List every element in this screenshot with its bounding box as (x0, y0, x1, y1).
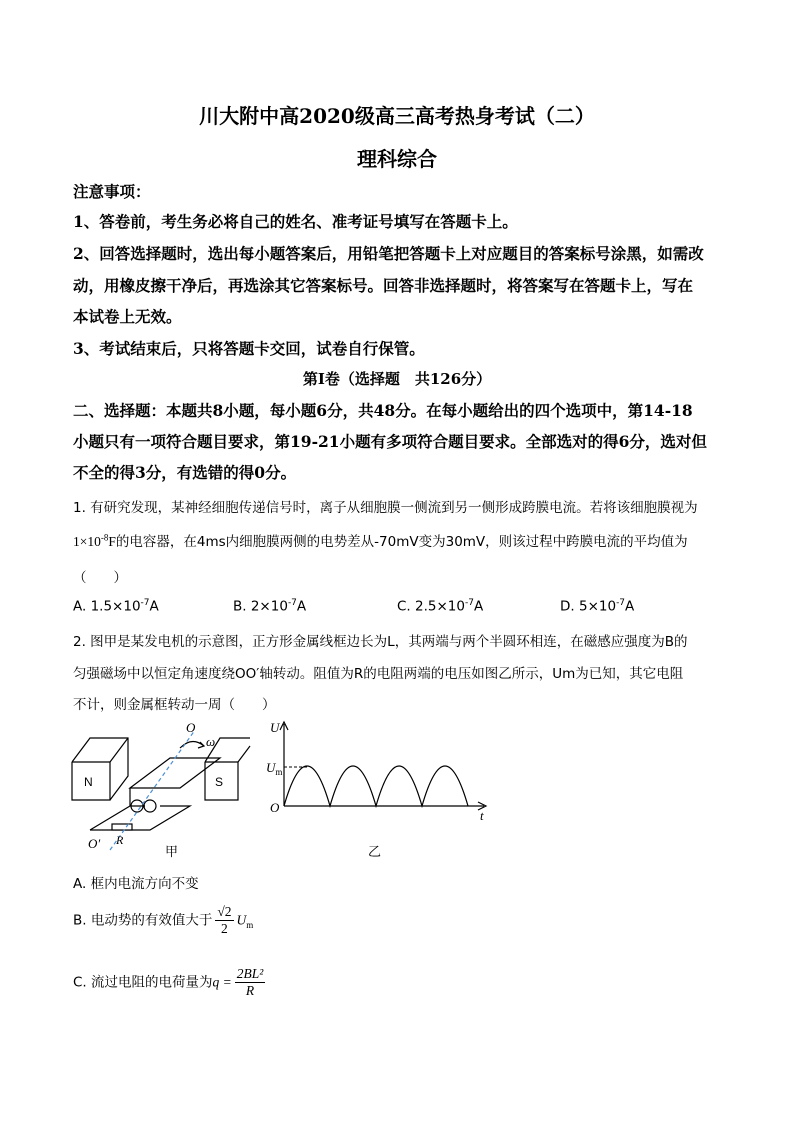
fig-yi-origin: O (270, 800, 280, 815)
fig-jia-label-n: N (84, 775, 93, 789)
rectified-sine-curve (284, 766, 468, 806)
exam-subtitle: 理科综合 (357, 147, 437, 171)
q2-stem-line-2: 匀强磁场中以恒定角速度绕OO′轴转动。阻值为R的电阻两端的电压如图乙所示，Um为已知，其它电阻 (73, 666, 684, 682)
q1-option-a: A. $1.5\times 10^{-7}A$ (73, 598, 159, 615)
exam-title: 川大附中高2020级高三高考热身考试（二） (199, 104, 595, 128)
fig-jia-label-o-bottom: O′ (88, 836, 101, 851)
fig-yi-label-um: $U_m$ (266, 760, 283, 777)
fig-jia-label-o-top: O (186, 720, 196, 735)
notes-heading: 注意事项： (73, 182, 151, 201)
q1-option-b: B. $2\times 10^{-7}A$ (233, 598, 307, 615)
fig-jia-caption: 甲 (165, 845, 179, 860)
fig-jia-label-omega: ω (206, 734, 216, 749)
figure-yi-voltage-graph (266, 716, 496, 860)
note-2-line-3: 本试卷上无效。 (73, 307, 182, 326)
fig-yi-axis-u: U (270, 720, 280, 735)
fig-yi-caption: 乙 (368, 845, 382, 860)
note-1: 1、答卷前，考生务必将自己的姓名、准考证号填写在答题卡上。 (73, 212, 518, 231)
q2-option-a: A. 框内电流方向不变 (73, 876, 199, 892)
part-heading: 第Ⅰ卷（选择题 共126分） (302, 370, 492, 388)
section-instr-1: 二、选择题：本题共8小题，每小题6分，共48分。在每小题给出的四个选项中，第14-18 (73, 401, 693, 420)
q1-option-d: D. $5\times 10^{-7}A$ (560, 598, 635, 615)
q2-stem-line-1: 2. 图甲是某发电机的示意图，正方形金属线框边长为L，其两端与两个半圆环相连，在磁感应强度为B的 (73, 634, 688, 650)
q2-option-b: B. 电动势的有效值大于 $\frac{√2}{2}$ $U_m$ (73, 904, 254, 936)
fig-jia-label-r: R (116, 833, 124, 847)
note-2-line-2: 动，用橡皮擦干净后，再选涂其它答案标号。回答非选择题时，将答案写在答题卡上，写在 (73, 276, 694, 295)
fig-yi-axis-t: t (480, 808, 484, 823)
section-instr-2: 小题只有一项符合题目要求，第19-21小题有多项符合题目要求。全部选对的得6分，选对但 (73, 432, 707, 451)
q1-stem-line-3: （ ） (73, 570, 127, 586)
section-instr-3: 不全的得3分，有选错的得0分。 (73, 463, 297, 482)
q2-stem-line-3: 不计，则金属框转动一周（ ） (73, 697, 276, 713)
note-2-line-1: 2、回答选择题时，选出每小题答案后，用铅笔把答题卡上对应题目的答案标号涂黑，如需改 (73, 244, 704, 263)
q1-option-c: C. $2.5\times 10^{-7}A$ (397, 598, 484, 615)
q1-stem-line-2: $1\times 10^{-8}F$的电容器，在4ms内细胞膜两侧的电势差从-70mV变为30mV，则该过程中跨膜电流的平均值为 (73, 532, 688, 550)
q1-stem-line-1: 1. 有研究发现，某神经细胞传递信号时，离子从细胞膜一侧流到另一侧形成跨膜电流。若将该细胞膜视为 (73, 500, 698, 516)
fig-jia-label-s: S (215, 775, 224, 789)
note-3: 3、考试结束后，只将答题卡交回，试卷自行保管。 (73, 339, 425, 358)
q2-option-c: C. 流过电阻的电荷量为q = $\frac{\text{2BL²}}{R}$ (73, 966, 264, 998)
figure-jia-generator (70, 718, 260, 860)
